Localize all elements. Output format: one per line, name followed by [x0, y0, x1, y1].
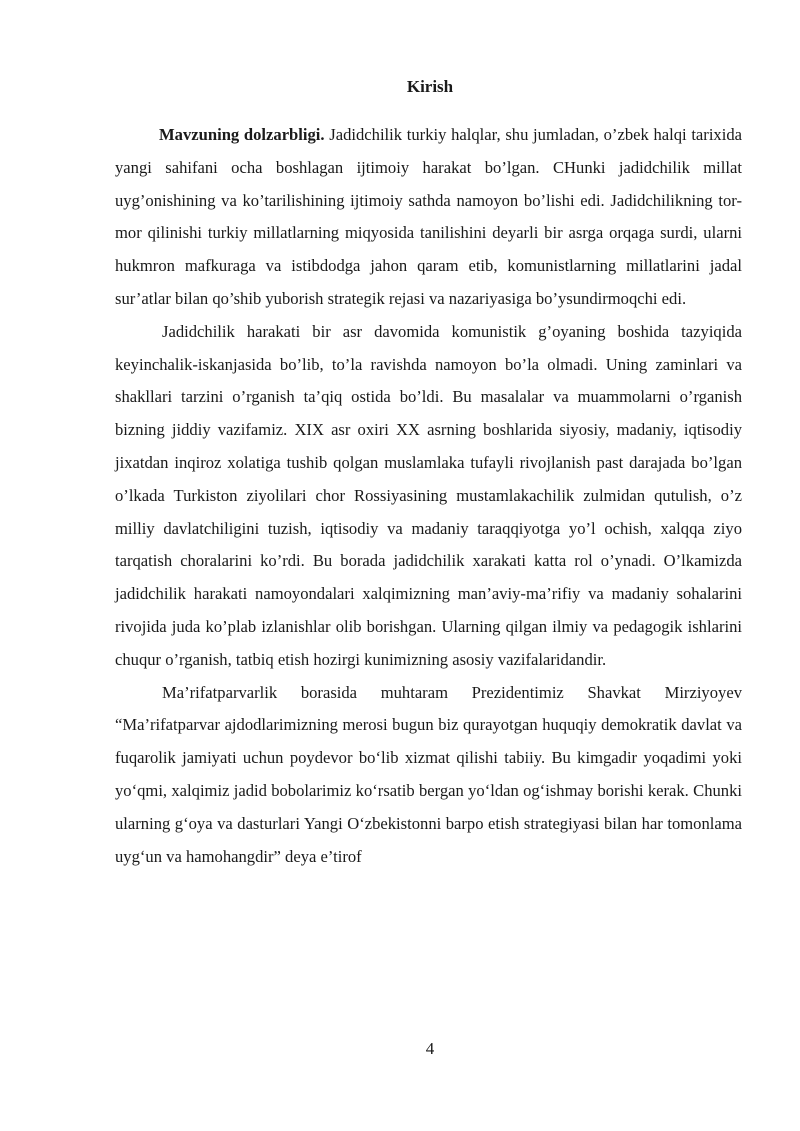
- paragraph-relevance: [115, 119, 742, 316]
- page-number: 4: [425, 1039, 435, 1058]
- paragraph-text: Jadidchilik turkiy halqlar, shu jumladan, o’zbek halqi tarixida yangi sahifani ocha boshlagan ijtimoiy harakat bo’lgan. CHunki jadidchilik millat uyg’onishining va ko’tarilishining ijtimoiy sathda namoyon bo’lishi edi. Jadidchilikning tor-mor qilinishi turkiy millatlarning miqyosida tanilishini deyarli bir asrga orqaga surdi, ularni hukmron mafkuraga va istibdodga jahon qaram etib, komunistlarning millatlarini jadal sur’atlar bilan qo’shib yuborish strategik rejasi va nazariyasiga bo’ysundirmoqchi edi.: [115, 125, 743, 308]
- paragraph-lead: Mavzuning dolzarbligi.: [159, 125, 325, 144]
- paragraph-enlightenment: Ma’rifatparvarlik borasida muhtaram Prezidentimiz Shavkat Mirziyoyev “Ma’rifatparvar ajdodlarimizning merosi bugun biz qurayotgan huquqiy demokratik davlat va fuqarolik jamiyati uchun poydevor bo‘lib xizmat qilishi tabiiy. Bu kimgadir yoqadimi yoki yo‘qmi, xalqimiz jadid bobolarimiz ko‘rsatib bergan yo‘ldan og‘ishmay borishi kerak. Chunki ularning g‘oya va dasturlari Yangi O‘zbekistonni barpo etish strategiyasi bilan har tomonlama uyg‘un va hamohangdir” deya e’tirof: [115, 682, 742, 866]
- paragraph-jadidism-movement: Jadidchilik harakati bir asr davomida komunistik g’oyaning boshida tazyiqida keyinchalik-iskanjasida bo’lib, to’la ravishda namoyon bo’la olmadi. Uning zaminlari va shakllari tarzini o’rganish ta’qiq ostida bo’ldi. Bu masalalar va muammolarni o’rganish bizning jiddiy vazifamiz. XIX asr oxiri XX asrning boshlarida siyosiy, madaniy, iqtisodiy jixatdan inqiroz xolatiga tushib qolgan muslamlaka tufayli rivojlanish past darajada bo’lgan o’lkada Turkiston ziyolilari chor Rossiyasining mustamlakachilik zulmidan qutulish, o’z milliy davlatchiligini tuzish, iqtisodiy va madaniy taraqqiyotga yo’l ochish, xalqqa ziyo tarqatish choralarini ko’rdi. Bu borada jadidchilik xarakati katta rol o’ynadi. O’lkamizda jadidchilik harakati namoyondalari xalqimizning man’aviy-ma’rifiy va madaniy sohalarini rivojida juda ko’plab izlanishlar olib borishgan. Ularning qilgan ilmiy va pedagogik ishlarini chuqur o’rganish, tatbiq etish hozirgi kunimizning asosiy vazifalaridandir.: [115, 321, 742, 669]
- section-title: Kirish: [406, 77, 454, 96]
- body-text: [115, 119, 742, 873]
